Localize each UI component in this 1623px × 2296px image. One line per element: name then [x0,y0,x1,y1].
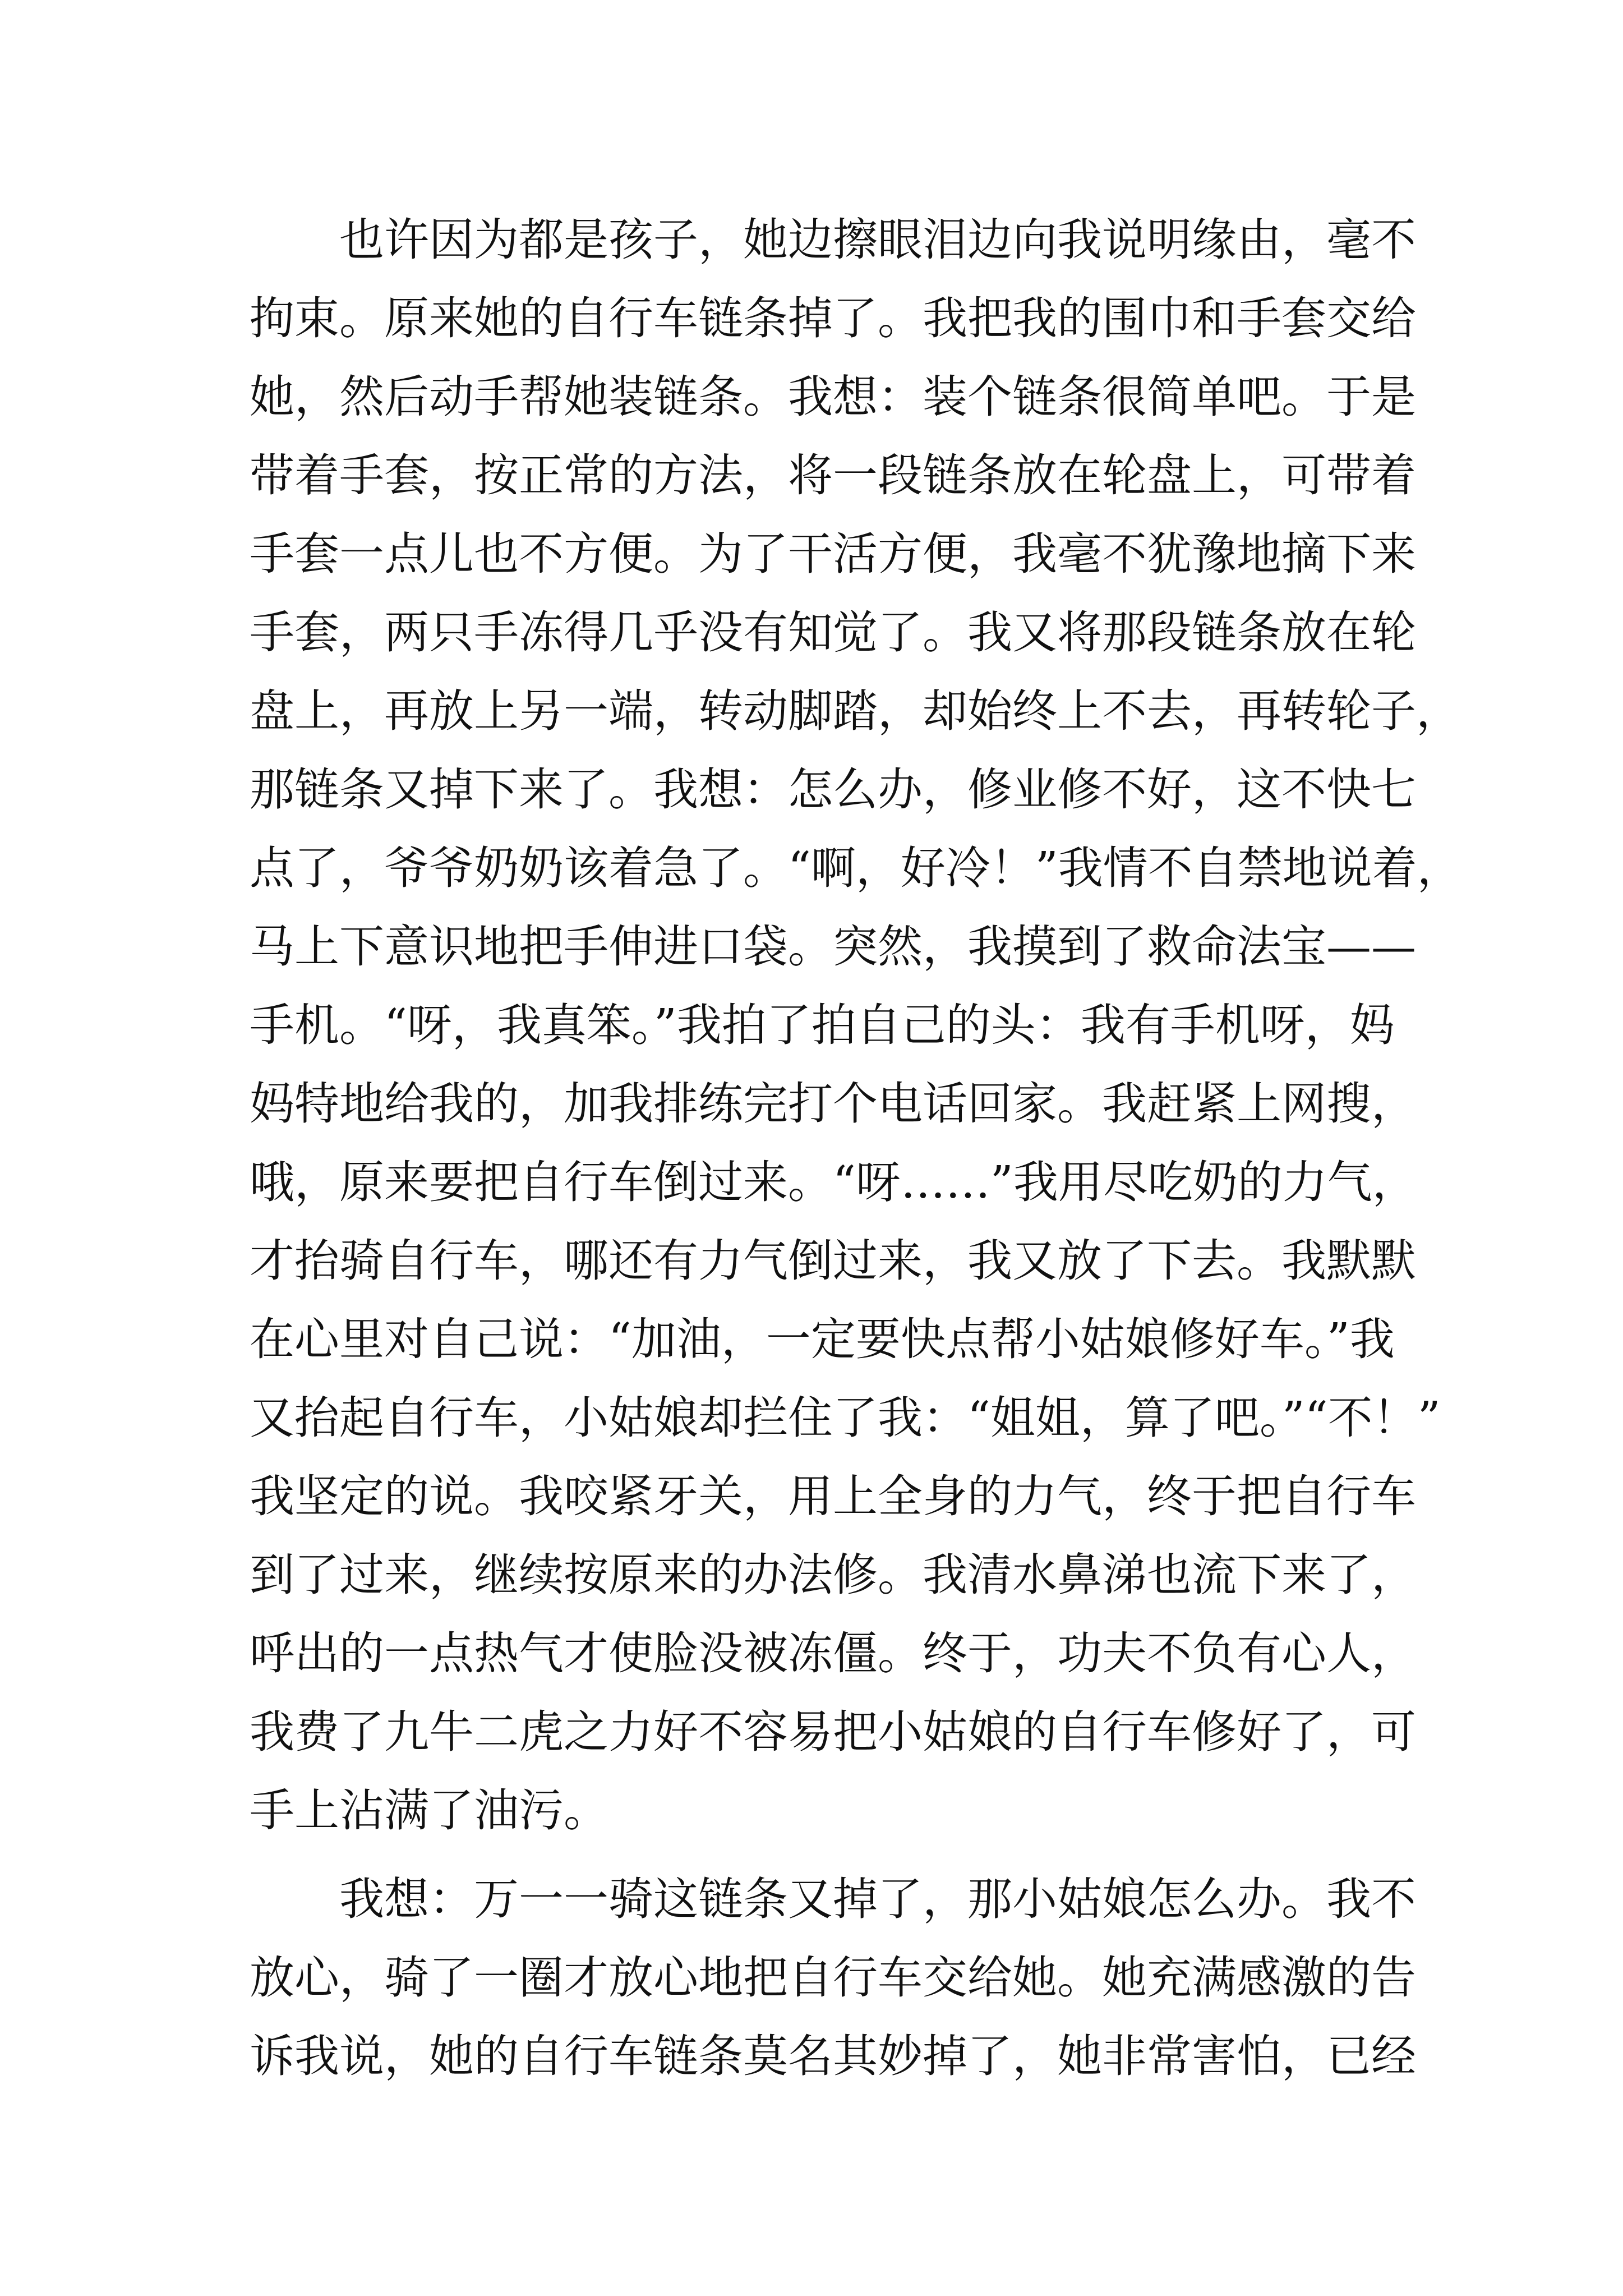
text-line: 手机。“呀，我真笨。”我拍了拍自己的头：我有手机呀，妈 [250,999,1395,1051]
text-line: 手套一点儿也不方便。为了干活方便，我毫不犹豫地摘下来 [250,528,1416,580]
paragraph-gap [250,1850,1388,1860]
text-line: 那链条又掉下来了。我想：怎么办，修业修不好，这不快七 [250,763,1416,816]
text-line: 我想：万一一骑这链条又掉了，那小姑娘怎么办。我不 [250,1873,1416,1925]
text-line: 诉我说，她的自行车链条莫名其妙掉了，她非常害怕，已经 [250,2030,1416,2082]
text-line: 妈特地给我的，加我排练完打个电话回家。我赶紧上网搜， [250,1078,1416,1130]
text-line: 我费了九牛二虎之力好不容易把小姑娘的自行车修好了，可 [250,1706,1416,1758]
text-line: 手套，两只手冻得几乎没有知觉了。我又将那段链条放在轮 [250,606,1416,659]
text-line: 呼出的一点热气才使脸没被冻僵。终于，功夫不负有心人， [250,1627,1416,1680]
body-text [250,201,1462,2096]
paragraph-2 [250,1860,1416,2096]
text-line: 盘上，再放上另一端，转动脚踏，却始终上不去，再转轮子， [250,685,1461,737]
text-line: 也许因为都是孩子，她边擦眼泪边向我说明缘由，毫不 [250,214,1416,266]
text-line: 手上沾满了油污。 [250,1784,608,1837]
text-line: 她，然后动手帮她装链条。我想：装个链条很简单吧。于是 [250,371,1416,423]
text-line: 拘束。原来她的自行车链条掉了。我把我的围巾和手套交给 [250,292,1416,344]
text-line: 又抬起自行车，小姑娘却拦住了我：“姐姐，算了吧。”“不！” [250,1392,1441,1444]
text-line: 点了，爷爷奶奶该着急了。“啊，好冷！”我情不自禁地说着， [250,842,1462,894]
text-line: 放心，骑了一圈才放心地把自行车交给她。她充满感激的告 [250,1952,1416,2004]
text-line: 我坚定的说。我咬紧牙关，用上全身的力气，终于把自行车 [250,1470,1416,1522]
text-line: 才抬骑自行车，哪还有力气倒过来，我又放了下去。我默默 [250,1235,1416,1287]
paragraph-1 [250,201,1462,1850]
text-line: 马上下意识地把手伸进口袋。突然，我摸到了救命法宝—— [250,921,1416,973]
text-line: 在心里对自己说：“加油，一定要快点帮小姑娘修好车。”我 [250,1313,1395,1365]
text-line: 带着手套，按正常的方法，将一段链条放在轮盘上，可带着 [250,449,1416,501]
text-line: 到了过来，继续按原来的办法修。我清水鼻涕也流下来了， [250,1549,1416,1601]
text-line: 哦，原来要把自行车倒过来。“呀……”我用尽吃奶的力气， [250,1156,1417,1208]
